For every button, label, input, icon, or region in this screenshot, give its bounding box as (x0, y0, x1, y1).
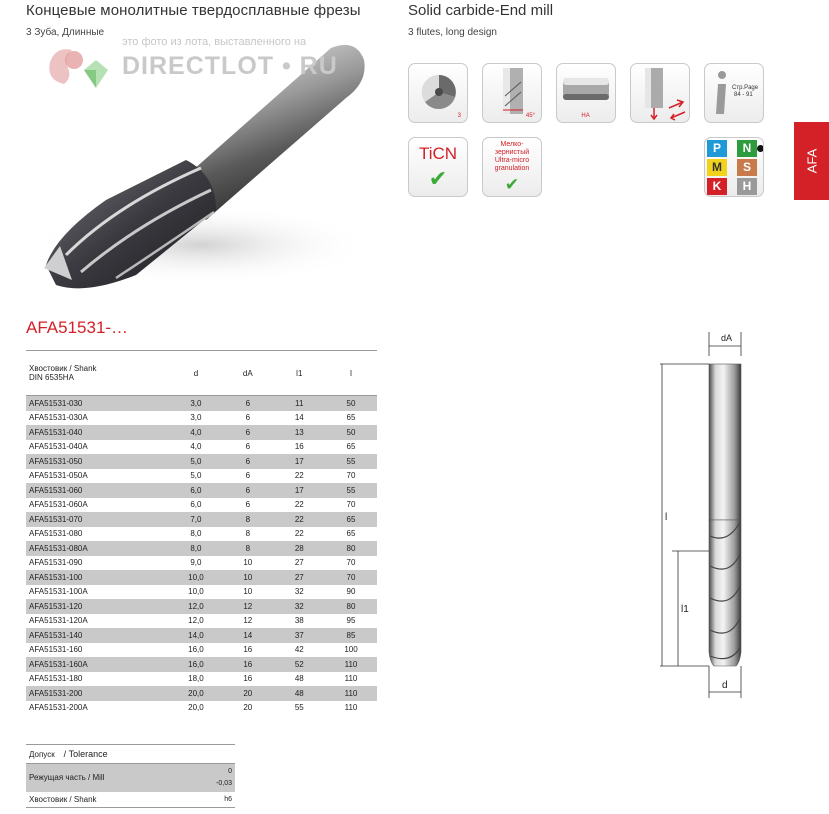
article-cell: AFA51531-030 (26, 396, 170, 411)
l-label: l (665, 512, 668, 523)
table-row (26, 483, 377, 498)
tolerance-mill-lower: -0,03 (216, 779, 232, 787)
side-tab-label: AFA (804, 148, 819, 174)
da-cell: 10 (222, 570, 274, 585)
article-cell: AFA51531-070 (26, 512, 170, 527)
d-cell: 16,0 (170, 643, 222, 658)
table-row (26, 541, 377, 556)
l1-cell: 38 (274, 614, 325, 629)
article-cell: AFA51531-200 (26, 686, 170, 701)
spec-table (26, 350, 377, 715)
shank-header (26, 351, 170, 396)
l1-cell: 28 (274, 541, 325, 556)
l-cell: 65 (325, 512, 377, 527)
d-cell: 3,0 (170, 411, 222, 426)
table-row (26, 454, 377, 469)
table-row (26, 425, 377, 440)
da-cell: 6 (222, 425, 274, 440)
l-header: l (325, 351, 377, 396)
table-row (26, 512, 377, 527)
da-cell: 8 (222, 541, 274, 556)
shank-type-icon (556, 63, 616, 123)
da-cell: 12 (222, 614, 274, 629)
da-cell: 16 (222, 657, 274, 672)
da-cell: 6 (222, 396, 274, 411)
table-row (26, 628, 377, 643)
l1-cell: 22 (274, 469, 325, 484)
article-cell: AFA51531-080 (26, 527, 170, 542)
table-row (26, 440, 377, 455)
da-cell: 20 (222, 686, 274, 701)
l1-cell: 55 (274, 701, 325, 716)
article-cell: AFA51531-140 (26, 628, 170, 643)
l-cell: 110 (325, 686, 377, 701)
grain-check-icon: ✔ (504, 175, 520, 194)
d-cell: 12,0 (170, 599, 222, 614)
d-cell: 8,0 (170, 527, 222, 542)
l1-cell: 37 (274, 628, 325, 643)
l-cell: 50 (325, 425, 377, 440)
d-cell: 7,0 (170, 512, 222, 527)
da-cell: 8 (222, 512, 274, 527)
tolerance-mill-row (26, 764, 235, 792)
article-cell: AFA51531-120 (26, 599, 170, 614)
l1-cell: 32 (274, 585, 325, 600)
l-cell: 50 (325, 396, 377, 411)
d-cell: 20,0 (170, 701, 222, 716)
subtitle-english: 3 flutes, long design (408, 27, 497, 38)
l-cell: 55 (325, 483, 377, 498)
spec-table-body (26, 396, 377, 716)
d-cell: 16,0 (170, 657, 222, 672)
article-cell: AFA51531-160A (26, 657, 170, 672)
d-cell: 20,0 (170, 686, 222, 701)
l-cell: 80 (325, 599, 377, 614)
title-english: Solid carbide-End mill (408, 2, 554, 19)
tolerance-header-ru: Допуск (29, 750, 55, 759)
table-row (26, 570, 377, 585)
l-cell: 55 (325, 454, 377, 469)
coating-label: TiCN (418, 144, 458, 163)
l1-cell: 17 (274, 483, 325, 498)
d-cell: 4,0 (170, 425, 222, 440)
material-n-marker-icon (757, 145, 764, 152)
d-cell: 18,0 (170, 672, 222, 687)
da-cell: 6 (222, 454, 274, 469)
da-label: dA (721, 333, 733, 343)
table-row (26, 396, 377, 411)
da-cell: 14 (222, 628, 274, 643)
article-cell: AFA51531-040 (26, 425, 170, 440)
table-row (26, 585, 377, 600)
info-page-icon (704, 63, 764, 123)
da-cell: 16 (222, 643, 274, 658)
da-cell: 10 (222, 556, 274, 571)
material-h-cell: H (737, 178, 757, 195)
l1-cell: 16 (274, 440, 325, 455)
l-cell: 110 (325, 701, 377, 716)
da-header: dA (222, 351, 274, 396)
l-cell: 100 (325, 643, 377, 658)
tolerance-table (26, 744, 235, 808)
d-cell: 3,0 (170, 396, 222, 411)
table-row (26, 701, 377, 716)
l1-cell: 22 (274, 527, 325, 542)
table-row (26, 469, 377, 484)
l1-cell: 17 (274, 454, 325, 469)
l-cell: 85 (325, 628, 377, 643)
l1-cell: 42 (274, 643, 325, 658)
tolerance-header-row (26, 745, 235, 764)
helix-angle-icon (482, 63, 542, 123)
title-russian: Концевые монолитные твердосплавные фрезы (26, 2, 361, 19)
article-cell: AFA51531-050A (26, 469, 170, 484)
d-cell: 10,0 (170, 570, 222, 585)
shank-header-line: DIN 6535HA (29, 373, 74, 382)
article-cell: AFA51531-200A (26, 701, 170, 716)
article-cell: AFA51531-040A (26, 440, 170, 455)
d-label: d (722, 680, 728, 691)
d-cell: 14,0 (170, 628, 222, 643)
l-cell: 70 (325, 556, 377, 571)
spec-table-header (26, 351, 377, 396)
article-cell: AFA51531-100A (26, 585, 170, 600)
l-cell: 110 (325, 657, 377, 672)
tool-feed-arrows-icon (631, 64, 690, 123)
watermark-logo (44, 40, 110, 92)
subtitle-russian: 3 Зуба, Длинные (26, 27, 105, 38)
d-cell: 9,0 (170, 556, 222, 571)
da-cell: 6 (222, 411, 274, 426)
table-row (26, 556, 377, 571)
d-cell: 10,0 (170, 585, 222, 600)
tolerance-header (26, 745, 235, 764)
table-row (26, 599, 377, 614)
l-cell: 70 (325, 469, 377, 484)
tolerance-shank-value: h6 (224, 795, 232, 803)
table-row (26, 686, 377, 701)
material-k-cell: K (707, 178, 727, 195)
flutes-count-label: 3 (457, 113, 461, 119)
helix-angle-label: 45° (525, 113, 535, 119)
d-cell: 6,0 (170, 483, 222, 498)
l-cell: 70 (325, 570, 377, 585)
article-cell: AFA51531-080A (26, 541, 170, 556)
info-page-label: Стр.Page (732, 85, 759, 91)
info-page-range: 84 - 91 (734, 92, 753, 98)
d-cell: 5,0 (170, 469, 222, 484)
watermark-brand: DIRECTLOT • RU (122, 52, 338, 80)
l1-label: l1 (681, 604, 689, 615)
grain-label-line: Ultra-micro (494, 157, 530, 164)
article-cell: AFA51531-050 (26, 454, 170, 469)
da-cell: 8 (222, 527, 274, 542)
tolerance-mill-values (191, 764, 235, 792)
da-cell: 6 (222, 440, 274, 455)
technical-drawing (650, 326, 760, 706)
d-cell: 12,0 (170, 614, 222, 629)
l1-header: l1 (274, 351, 325, 396)
d-cell: 4,0 (170, 440, 222, 455)
article-cell: AFA51531-030A (26, 411, 170, 426)
l1-cell: 22 (274, 512, 325, 527)
grain-label-line: зернистый (494, 149, 530, 156)
tolerance-mill-upper: 0 (228, 767, 232, 775)
material-n-cell: N (737, 140, 757, 157)
tolerance-mill-label: Режущая часть / Mill (29, 773, 105, 783)
l-cell: 80 (325, 541, 377, 556)
tolerance-header-en: / Tolerance (63, 749, 108, 759)
tolerance-shank-label: Хвостовик / Shank (29, 794, 97, 804)
da-cell: 12 (222, 599, 274, 614)
d-cell: 8,0 (170, 541, 222, 556)
grain-label (483, 141, 541, 173)
side-tab-afa[interactable] (794, 122, 829, 200)
l-cell: 70 (325, 498, 377, 513)
shank-header-line: Хвостовик / Shank (29, 364, 97, 373)
grain-label-line: Мелко- (500, 141, 524, 148)
d-cell: 6,0 (170, 498, 222, 513)
d-header: d (170, 351, 222, 396)
tolerance-shank-row (26, 792, 235, 808)
grain-label-line: granulation (494, 165, 530, 172)
article-cell: AFA51531-120A (26, 614, 170, 629)
article-cell: AFA51531-100 (26, 570, 170, 585)
l-cell: 90 (325, 585, 377, 600)
article-cell: AFA51531-090 (26, 556, 170, 571)
l-cell: 65 (325, 440, 377, 455)
watermark-caption: это фото из лота, выставленного на (122, 36, 307, 48)
da-cell: 6 (222, 469, 274, 484)
drawing-shank (709, 364, 741, 520)
l-cell: 65 (325, 527, 377, 542)
article-cell: AFA51531-160 (26, 643, 170, 658)
da-cell: 6 (222, 483, 274, 498)
article-cell: AFA51531-180 (26, 672, 170, 687)
l1-cell: 27 (274, 570, 325, 585)
d-cell: 5,0 (170, 454, 222, 469)
da-cell: 6 (222, 498, 274, 513)
material-s-cell: S (737, 159, 757, 176)
flutes-icon (408, 63, 468, 123)
l1-cell: 48 (274, 672, 325, 687)
l-cell: 65 (325, 411, 377, 426)
da-cell: 10 (222, 585, 274, 600)
grain-icon (482, 137, 542, 197)
table-row (26, 498, 377, 513)
table-row (26, 657, 377, 672)
table-row (26, 643, 377, 658)
l1-cell: 13 (274, 425, 325, 440)
da-cell: 16 (222, 672, 274, 687)
l1-cell: 32 (274, 599, 325, 614)
l1-cell: 27 (274, 556, 325, 571)
table-row (26, 527, 377, 542)
material-p-cell: P (707, 140, 727, 157)
l-cell: 95 (325, 614, 377, 629)
article-cell: AFA51531-060 (26, 483, 170, 498)
material-group-icon (704, 137, 764, 197)
l1-cell: 11 (274, 396, 325, 411)
material-m-cell: M (707, 159, 727, 176)
table-row (26, 411, 377, 426)
article-cell: AFA51531-060A (26, 498, 170, 513)
product-code-heading: AFA51531-… (26, 318, 129, 337)
l-cell: 110 (325, 672, 377, 687)
da-cell: 20 (222, 701, 274, 716)
table-row (26, 672, 377, 687)
coating-icon (408, 137, 468, 197)
l1-cell: 52 (274, 657, 325, 672)
l1-cell: 22 (274, 498, 325, 513)
table-row (26, 614, 377, 629)
coating-check-icon: ✔ (428, 166, 448, 191)
shank-type-label: HA (581, 113, 590, 119)
l1-cell: 14 (274, 411, 325, 426)
axial-feed-icon (630, 63, 690, 123)
l1-cell: 48 (274, 686, 325, 701)
